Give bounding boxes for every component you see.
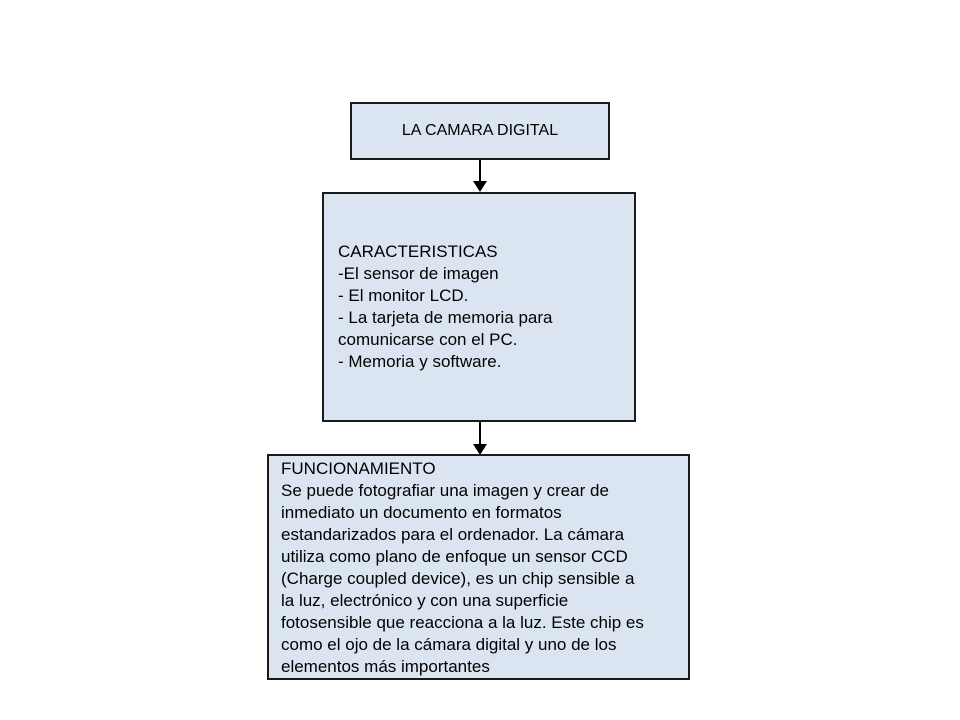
connector-arrow-line-bottom xyxy=(479,422,481,445)
connector-arrow-line-top xyxy=(479,160,481,182)
funcionamiento-text-line: Se puede fotografiar una imagen y crear de xyxy=(281,481,609,500)
node-funcionamiento xyxy=(267,454,690,680)
funcionamiento-heading: FUNCIONAMIENTO xyxy=(281,459,436,478)
funcionamiento-text-line: (Charge coupled device), es un chip sensible a xyxy=(281,569,635,588)
arrow-down-icon xyxy=(473,181,487,192)
funcionamiento-text-line: elementos más importantes xyxy=(281,657,490,676)
caracteristicas-heading: CARACTERISTICAS xyxy=(338,242,498,261)
node-la-camara-digital xyxy=(350,102,610,160)
funcionamiento-text-line: inmediato un documento en formatos xyxy=(281,503,562,522)
caracteristicas-item: - El monitor LCD. xyxy=(338,286,469,305)
node-caracteristicas xyxy=(322,192,636,422)
caracteristicas-item: - Memoria y software. xyxy=(338,352,502,371)
funcionamiento-text-line: como el ojo de la cámara digital y uno de los xyxy=(281,635,617,654)
caracteristicas-item-continuation: comunicarse con el PC. xyxy=(338,330,518,349)
caracteristicas-item: -El sensor de imagen xyxy=(338,264,499,283)
funcionamiento-text-line: fotosensible que reacciona a la luz. Este chip es xyxy=(281,613,644,632)
funcionamiento-text-line: estandarizados para el ordenador. La cámara xyxy=(281,525,625,544)
node-title-label: LA CAMARA DIGITAL xyxy=(401,122,559,139)
funcionamiento-text-line: utiliza como plano de enfoque un sensor CCD xyxy=(281,547,628,566)
funcionamiento-text-line: la luz, electrónico y con una superficie xyxy=(281,591,569,610)
caracteristicas-item: - La tarjeta de memoria para xyxy=(338,308,553,327)
